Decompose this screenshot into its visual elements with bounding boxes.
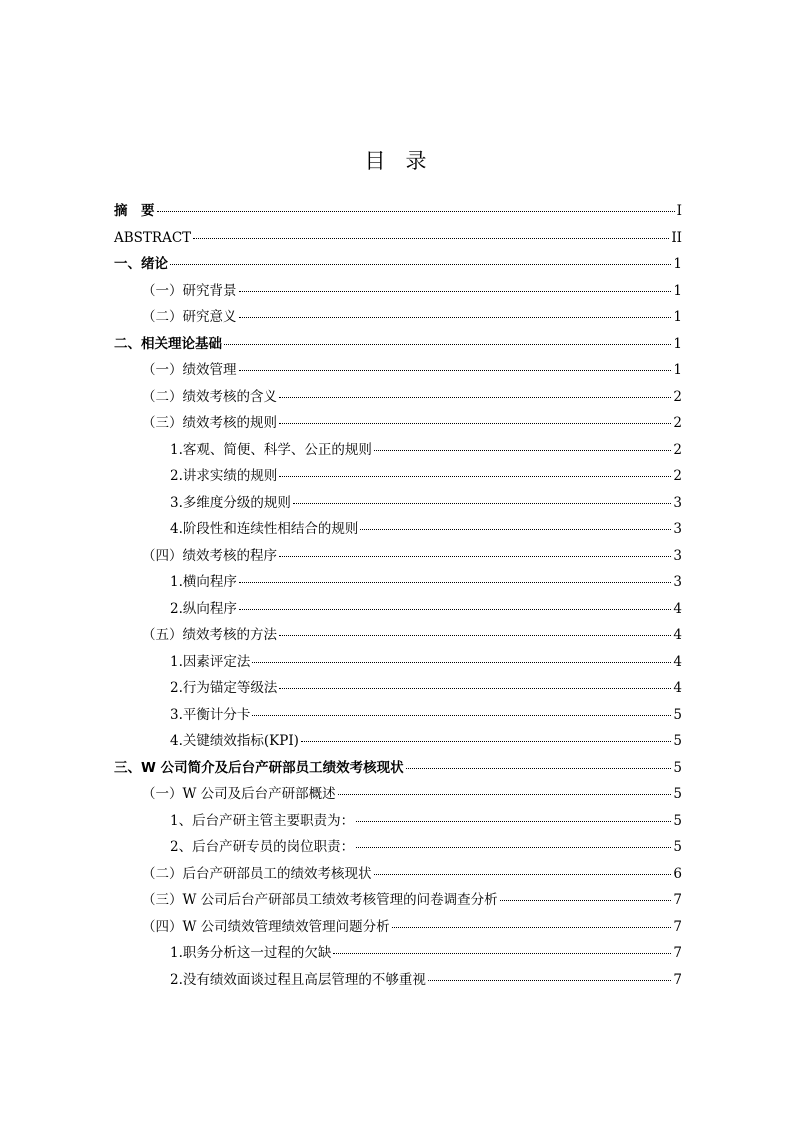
toc-entry[interactable] [114, 569, 682, 596]
toc-entry-title: 1.横向程序 [170, 574, 237, 590]
toc-entry-title: 3.多维度分级的规则 [170, 494, 291, 511]
toc-entry-title: （四）W 公司绩效管理绩效管理问题分析 [142, 918, 390, 935]
toc-leader-dots [170, 263, 671, 265]
toc-leader-dots [279, 422, 671, 424]
toc-entry-title: （二）后台产研部员工的绩效考核现状 [142, 865, 372, 882]
toc-leader-dots [374, 449, 672, 451]
toc-page-number: 5 [673, 786, 682, 802]
toc-leader-dots [252, 714, 671, 716]
toc-leader-dots [293, 502, 672, 504]
toc-page-number: 5 [673, 759, 682, 776]
toc-entry-title: （五）绩效考核的方法 [142, 627, 277, 643]
page-title [0, 145, 793, 175]
toc-leader-dots [406, 767, 672, 769]
toc-leader-dots [224, 343, 671, 345]
toc-entry[interactable] [114, 516, 682, 543]
toc-leader-dots [338, 793, 672, 795]
toc-entry[interactable] [114, 755, 682, 782]
toc-page-number: 4 [673, 627, 682, 643]
toc-page-number: 5 [673, 733, 682, 749]
toc-entry-title: ABSTRACT [114, 229, 192, 246]
toc-entry[interactable] [114, 914, 682, 941]
toc-page-number: 2 [673, 415, 682, 431]
toc-entry-title: 一、绪论 [114, 256, 168, 272]
toc-entry[interactable] [114, 808, 682, 835]
toc-entry[interactable] [114, 225, 682, 252]
toc-leader-dots [500, 899, 672, 901]
toc-entry[interactable] [114, 702, 682, 729]
toc-leader-dots [428, 979, 672, 981]
toc-page-number: 1 [673, 256, 682, 272]
toc-page-number: 2 [673, 388, 682, 405]
toc-entry[interactable] [114, 304, 682, 331]
toc-entry[interactable] [114, 251, 682, 278]
toc-entry[interactable] [114, 543, 682, 570]
toc-page-number: 3 [673, 521, 682, 537]
toc-leader-dots [279, 634, 671, 636]
toc-entry[interactable] [114, 490, 682, 517]
toc-leader-dots [360, 528, 671, 530]
toc-entry[interactable] [114, 331, 682, 358]
toc-page-number: 4 [673, 600, 682, 617]
toc-page-number: 5 [673, 706, 682, 723]
toc-page-number: 2 [673, 468, 682, 484]
toc-entry[interactable] [114, 410, 682, 437]
toc-page-number: II [671, 229, 682, 246]
toc-entry[interactable] [114, 967, 682, 994]
toc-page-number: I [676, 203, 682, 219]
toc-leader-dots [157, 210, 675, 212]
toc-entry-title: （三）绩效考核的规则 [142, 415, 277, 431]
toc-leader-dots [392, 926, 672, 928]
toc-page-number: 5 [673, 839, 682, 855]
toc-leader-dots [279, 687, 671, 689]
toc-entry-title: 4.关键绩效指标(KPI) [170, 733, 299, 749]
title-char-2: 录 [405, 149, 429, 173]
toc-entry-title: 二、相关理论基础 [114, 335, 222, 352]
toc-page-number: 7 [673, 945, 682, 961]
toc-entry[interactable] [114, 278, 682, 305]
toc-entry-title: 2.纵向程序 [170, 600, 237, 617]
toc-page-number: 4 [673, 680, 682, 696]
toc-page-number: 7 [673, 971, 682, 988]
toc-entry[interactable] [114, 834, 682, 861]
toc-entry[interactable] [114, 728, 682, 755]
toc-entry[interactable] [114, 887, 682, 914]
toc-page-number: 3 [673, 494, 682, 511]
toc-leader-dots [301, 740, 671, 742]
toc-page-number: 7 [673, 918, 682, 935]
toc-entry-title: 1.因素评定法 [170, 653, 251, 670]
toc-entry[interactable] [114, 463, 682, 490]
toc-leader-dots [356, 820, 671, 822]
toc-page-number: 6 [673, 865, 682, 882]
toc-leader-dots [239, 581, 672, 583]
toc-entry-title: 1、后台产研主管主要职责为： [170, 812, 355, 829]
toc-leader-dots [252, 661, 671, 663]
toc-leader-dots [333, 952, 671, 954]
toc-leader-dots [374, 873, 672, 875]
toc-entry-title: （一）研究背景 [142, 282, 237, 299]
toc-page-number: 3 [673, 574, 682, 590]
toc-page-number: 1 [673, 309, 682, 325]
toc-entry-title: 2、后台产研专员的岗位职责： [170, 839, 355, 855]
toc-leader-dots [239, 369, 672, 371]
toc-entry-title: （二）绩效考核的含义 [142, 388, 277, 405]
toc-entry-title: 1.职务分析这一过程的欠缺 [170, 945, 332, 961]
toc-page-number: 5 [673, 812, 682, 829]
toc-page-number: 3 [673, 547, 682, 564]
toc-entry[interactable] [114, 781, 682, 808]
toc-page-number: 4 [673, 653, 682, 670]
toc-entry[interactable] [114, 649, 682, 676]
toc-leader-dots [239, 608, 672, 610]
toc-entry-title: 3.平衡计分卡 [170, 706, 251, 723]
toc-entry[interactable] [114, 596, 682, 623]
toc-page-number: 7 [673, 892, 682, 908]
toc-entry-title: 摘 要 [114, 203, 155, 219]
toc-leader-dots [279, 475, 671, 477]
toc-entry[interactable] [114, 198, 682, 225]
toc-entry-title: 2.没有绩效面谈过程且高层管理的不够重视 [170, 971, 426, 988]
toc-entry[interactable] [114, 861, 682, 888]
toc-leader-dots [356, 846, 671, 848]
toc-entry-title: 三、W 公司简介及后台产研部员工绩效考核现状 [114, 759, 404, 776]
toc-leader-dots [279, 396, 671, 398]
toc-entry-title: 1.客观、简便、科学、公正的规则 [170, 441, 372, 458]
toc-entry-title: （一）W 公司及后台产研部概述 [142, 786, 336, 802]
toc-entry-title: （三）W 公司后台产研部员工绩效考核管理的问卷调查分析 [142, 892, 498, 908]
toc-page-number: 2 [673, 441, 682, 458]
toc-entry-title: 2.讲求实绩的规则 [170, 468, 278, 484]
toc-entry[interactable] [114, 357, 682, 384]
table-of-contents [114, 198, 682, 993]
toc-entry-title: （四）绩效考核的程序 [142, 547, 277, 564]
toc-entry[interactable] [114, 940, 682, 967]
toc-leader-dots [193, 237, 669, 239]
title-char-1: 目 [364, 149, 388, 173]
toc-page-number: 1 [673, 335, 682, 352]
toc-entry[interactable] [114, 622, 682, 649]
toc-entry-title: 4.阶段性和连续性相结合的规则 [170, 521, 359, 537]
toc-leader-dots [279, 555, 671, 557]
toc-entry[interactable] [114, 675, 682, 702]
toc-entry-title: （一）绩效管理 [142, 362, 237, 378]
toc-page-number: 1 [673, 362, 682, 378]
toc-entry[interactable] [114, 437, 682, 464]
toc-entry-title: （二）研究意义 [142, 309, 237, 325]
toc-page-number: 1 [673, 282, 682, 299]
toc-leader-dots [239, 290, 672, 292]
toc-leader-dots [239, 316, 672, 318]
toc-entry[interactable] [114, 384, 682, 411]
toc-entry-title: 2.行为锚定等级法 [170, 680, 278, 696]
